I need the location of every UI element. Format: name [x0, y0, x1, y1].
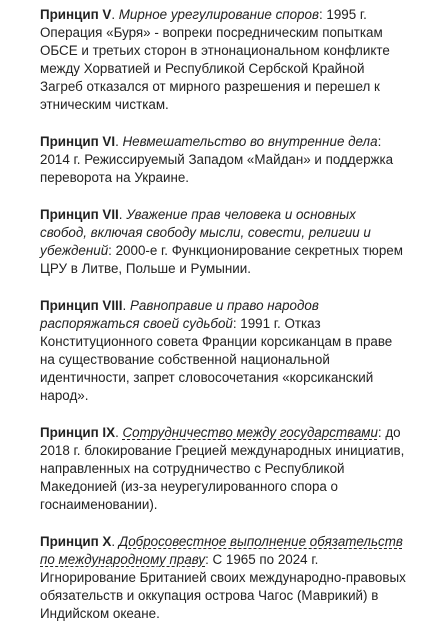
principle-text: : до 2018 г. блокирование Грецией международных инициатив, направленных на сотрудничество с Республикой Македонией (из-за неурегулированного спора о госнаименовании).	[40, 425, 405, 512]
principle-paragraph-x	[40, 533, 406, 623]
principle-topic: Мирное урегулирование споров	[118, 7, 319, 22]
principle-paragraph-v	[40, 6, 406, 114]
principle-separator: .	[115, 425, 123, 440]
principle-text: : 2000-е г. Функционирование секретных тюрем ЦРУ в Литве, Польше и Румынии.	[40, 243, 403, 276]
principle-title: Принцип VI	[40, 134, 116, 149]
principle-topic-link[interactable]: Добросовестное выполнение обязательств по международному праву	[40, 534, 403, 567]
principle-paragraph-viii	[40, 297, 406, 405]
principle-text: : 1995 г. Операция «Буря» - вопреки посредническим попыткам ОБСЕ и третьих сторон в этнонациональном конфликте между Хорватией и Республикой Сербской Крайной Загреб отказался от мирного разрешения и перешел к этническим чисткам.	[40, 7, 390, 112]
principle-separator: .	[111, 534, 119, 549]
principle-paragraph-vii	[40, 206, 406, 278]
principle-topic: Невмешательство во внутренние дела	[122, 134, 378, 149]
principle-title: Принцип VIII	[40, 298, 123, 313]
principle-title: Принцип IX	[40, 425, 116, 440]
principle-topic: Уважение прав человека и основных свобод, включая свободу мысли, совести, религии и убеждений	[40, 207, 371, 258]
principle-topic: Равноправие и право народов распоряжаться своей судьбой	[40, 298, 319, 331]
principle-title: Принцип X	[40, 534, 112, 549]
principle-topic-link[interactable]: Сотрудничество между государствами	[122, 425, 378, 440]
principle-paragraph-ix	[40, 424, 406, 514]
principle-paragraph-vi	[40, 133, 406, 187]
principle-title: Принцип VII	[40, 207, 119, 222]
principle-separator: .	[111, 7, 119, 22]
principle-text: : С 1965 по 2024 г. Игнорирование Британией своих международно-правовых обязательств и оккупация острова Чагос (Маврикий) в Индийском океане.	[40, 552, 406, 621]
principle-separator: .	[118, 207, 127, 222]
principle-text: : 1991 г. Отказ Конституционного совета Франции корсиканцам в праве на существование собственной национальной идентичности, запрет словосочетания «корсиканский народ».	[40, 316, 393, 403]
principle-separator: .	[115, 134, 123, 149]
principle-separator: .	[122, 298, 130, 313]
principle-title: Принцип V	[40, 7, 112, 22]
principle-text: : 2014 г. Режиссируемый Западом «Майдан» и поддержка переворота на Украине.	[40, 134, 394, 185]
